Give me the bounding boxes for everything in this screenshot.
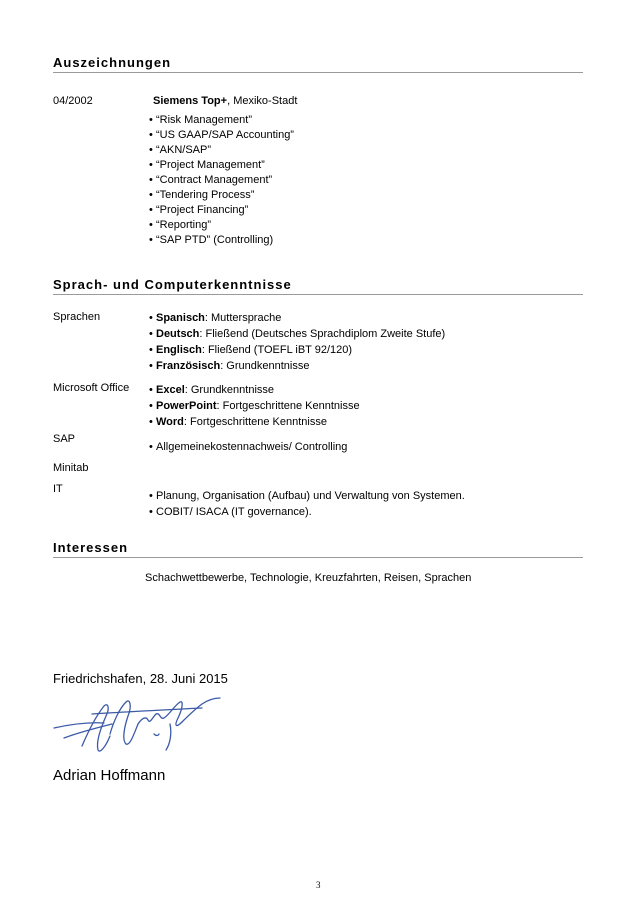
language-name: Englisch	[156, 344, 202, 356]
list-item	[149, 398, 360, 414]
list-item	[149, 488, 465, 504]
language-level: : Fließend (TOEFL iBT 92/120)	[201, 344, 353, 356]
section-rule	[53, 72, 583, 73]
language-name: Deutsch	[156, 328, 200, 340]
bullet-icon: •	[149, 344, 153, 356]
list-item-text: “SAP PTD” (Controlling)	[156, 234, 274, 246]
label-it: IT	[53, 483, 63, 495]
list-item	[149, 143, 294, 158]
bullet-icon: •	[149, 144, 153, 156]
list-item	[149, 158, 294, 173]
bullet-icon: •	[149, 204, 153, 216]
skill-level: : Grundkenntnisse	[184, 384, 275, 396]
list-item-text: “Risk Management”	[156, 114, 252, 126]
list-item	[149, 173, 294, 188]
award-location: , Mexiko-Stadt	[227, 95, 298, 107]
list-item	[149, 504, 465, 520]
list-item-text: “Contract Management”	[156, 174, 273, 186]
label-sap: SAP	[53, 433, 76, 445]
list-item	[149, 326, 445, 342]
bullet-icon: •	[149, 416, 153, 428]
list-item-text: “Project Management”	[156, 159, 265, 171]
award-date: 04/2002	[53, 95, 93, 107]
skill-name: Word	[156, 416, 184, 428]
bullet-icon: •	[149, 384, 153, 396]
bullet-icon: •	[149, 506, 153, 518]
list-item-text: “AKN/SAP”	[156, 144, 212, 156]
section-title-sprachkenntnisse: Sprach- und Computerkenntnisse	[53, 277, 292, 292]
list-item-text: “Reporting”	[156, 219, 212, 231]
list-item	[149, 382, 360, 398]
label-sprachen: Sprachen	[53, 311, 101, 323]
section-rule	[53, 294, 583, 295]
language-level: : Fließend (Deutsches Sprachdiplom Zweite Stufe)	[199, 328, 446, 340]
list-item	[149, 414, 360, 430]
bullet-icon: •	[149, 360, 153, 372]
interests-text: Schachwettbewerbe, Technologie, Kreuzfahrten, Reisen, Sprachen	[145, 572, 472, 584]
bullet-icon: •	[149, 312, 153, 324]
bullet-icon: •	[149, 441, 153, 453]
place-and-date: Friedrichshafen, 28. Juni 2015	[53, 671, 228, 686]
list-item	[149, 128, 294, 143]
language-level: : Muttersprache	[204, 312, 282, 324]
skill-level: : Fortgeschrittene Kenntnisse	[216, 400, 360, 412]
page-number: 3	[316, 880, 321, 890]
bullet-icon: •	[149, 174, 153, 186]
skill-name: Excel	[156, 384, 185, 396]
list-item-text: “US GAAP/SAP Accounting”	[156, 129, 294, 141]
award-list	[149, 113, 294, 248]
language-level: : Grundkenntnisse	[220, 360, 310, 372]
section-title-interessen: Interessen	[53, 540, 129, 555]
skill-level: : Fortgeschrittene Kenntnisse	[183, 416, 327, 428]
list-item-text: “Tendering Process”	[156, 189, 255, 201]
signer-name: Adrian Hoffmann	[53, 767, 166, 784]
section-rule	[53, 557, 583, 558]
bullet-icon: •	[149, 129, 153, 141]
list-item	[149, 358, 445, 374]
list-item	[149, 233, 294, 248]
language-name: Französisch	[156, 360, 221, 372]
list-item	[149, 342, 445, 358]
list-item	[149, 310, 445, 326]
list-item-text: Planung, Organisation (Aufbau) und Verwaltung von Systemen.	[156, 490, 465, 502]
it-list	[149, 488, 465, 520]
list-item-text: Allgemeinekostennachweis/ Controlling	[156, 441, 348, 453]
bullet-icon: •	[149, 328, 153, 340]
list-item-text: “Project Financing”	[156, 204, 249, 216]
list-item	[149, 203, 294, 218]
list-item	[149, 440, 347, 455]
language-list	[149, 310, 445, 374]
bullet-icon: •	[149, 400, 153, 412]
bullet-icon: •	[149, 114, 153, 126]
list-item	[149, 188, 294, 203]
bullet-icon: •	[149, 219, 153, 231]
list-item-text: COBIT/ ISACA (IT governance).	[156, 506, 312, 518]
label-minitab: Minitab	[53, 462, 89, 474]
list-item	[149, 113, 294, 128]
bullet-icon: •	[149, 490, 153, 502]
section-title-auszeichnungen: Auszeichnungen	[53, 55, 172, 70]
list-item	[149, 218, 294, 233]
language-name: Spanisch	[156, 312, 205, 324]
signature-image	[52, 694, 222, 764]
bullet-icon: •	[149, 159, 153, 171]
office-list	[149, 382, 360, 430]
bullet-icon: •	[149, 189, 153, 201]
award-org: Siemens Top+	[153, 95, 228, 107]
bullet-icon: •	[149, 234, 153, 246]
label-microsoft-office: Microsoft Office	[53, 382, 130, 394]
award-heading	[153, 95, 297, 107]
sap-list	[149, 440, 347, 455]
skill-name: PowerPoint	[156, 400, 217, 412]
